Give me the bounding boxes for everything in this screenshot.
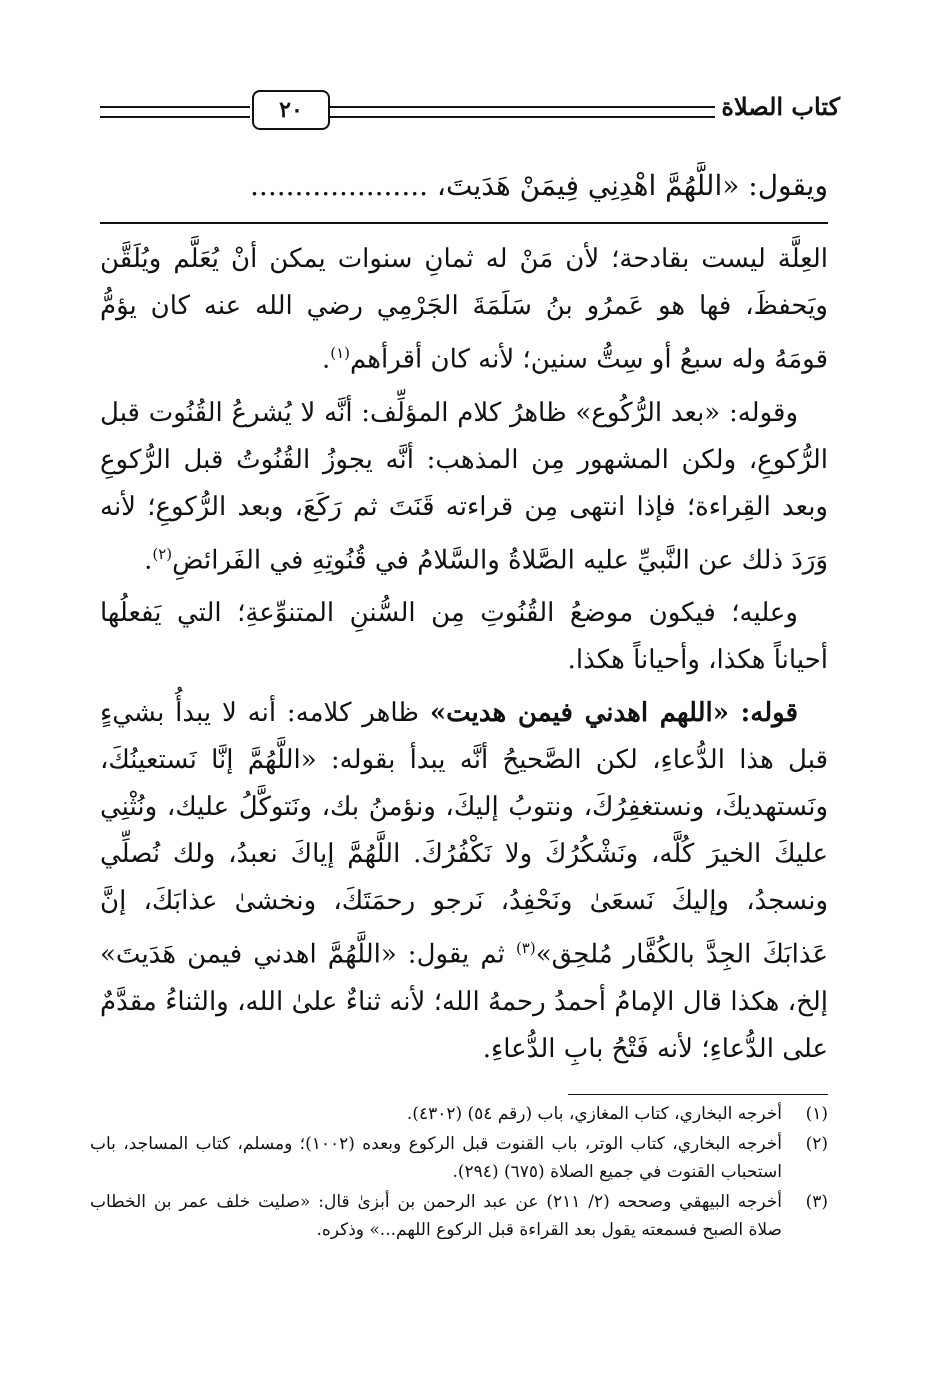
matn-divider (100, 222, 828, 224)
footnote-number: (١) (805, 1104, 828, 1124)
page-number: ٢٠ (279, 97, 303, 123)
footnote-text: أخرجه البخاري، كتاب الوتر، باب القنوت قبل الركوع وبعده (١٠٠٢)؛ ومسلم، كتاب المساجد، باب استحباب القنوت في جميع الصلاة (٦٧٥) (٢٩٤). (90, 1134, 782, 1182)
header-rule-left (100, 106, 250, 118)
paragraph (100, 590, 828, 684)
footnotes (90, 1100, 828, 1246)
footnote-text: أخرجه البيهقي وصححه (٢/ ٢١١) عن عبد الرحمن بن أبزىٰ قال: «صليت خلف عمر بن الخطاب صلاة الصبح فسمعته يقول بعد القراءة قبل الركوع اللهم...» وذكره. (90, 1192, 782, 1240)
paragraph (100, 236, 828, 384)
footnote-text: أخرجه البخاري، كتاب المغازي، باب (رقم ٥٤) (٤٣٠٢). (406, 1104, 782, 1124)
paragraph-text: وقوله: «بعد الرُّكُوع» ظاهرُ كلام المؤلِّف: أنَّه لا يُشرعُ القُنُوت قبل الرُّكوعِ، ولكن المشهور مِن المذهب: أنَّه يجوزُ القُنُوتُ قبل الرُّكوعِ وبعد القِراءة؛ فإذا انتهى مِن قراءته قَنَتَ ثم رَكَعَ، وبعد الرُّكوعِ؛ لأنه وَرَدَ ذلك عن النَّبيِّ عليه الصَّلاةُ والسَّلامُ في قُنُوتِهِ في الفَرائضِ (100, 397, 828, 576)
footnote (90, 1100, 828, 1128)
footnote-marker: (٣) (515, 939, 536, 958)
footnote-divider (568, 1094, 828, 1095)
matn-line: ويقول: «اللَّهُمَّ اهْدِنِي فِيمَنْ هَدَيتَ، .................... (250, 169, 828, 202)
paragraph-text: العِلَّة ليست بقادحة؛ لأن مَنْ له ثمانِ سنوات يمكن أنْ يُعَلَّم ويُلَقَّن ويَحفظَ، فها هو عَمرُو بنُ سَلَمَةَ الجَرْمِي رضي الله عنه كان يؤمُّ قومَهُ وله سبعُ أو سِتُّ سنين؛ لأنه كان أقرأهم (100, 244, 828, 375)
page-number-box (252, 90, 330, 130)
footnote-marker: (٢) (152, 544, 173, 563)
paragraph-tail: ثم يقول: «اللَّهُمَّ اهدني فيمن هَدَيتَ» إلخ، هكذا قال الإمامُ أحمدُ رحمهُ الله؛ لأنه ثناءٌ علىٰ الله، والثناءُ مقدَّمٌ على الدُّعاءِ؛ لأنه فَتْحُ بابِ الدُّعاءِ. (100, 939, 828, 1064)
footnote-number: (٣) (805, 1192, 828, 1212)
paragraph-tail: . (144, 545, 153, 576)
footnote-marker: (١) (330, 344, 350, 362)
footnote (90, 1130, 828, 1186)
paragraph (100, 390, 828, 585)
running-header (100, 84, 840, 134)
paragraph-tail: . (321, 344, 331, 375)
paragraph (100, 690, 828, 1073)
paragraph-lead: قوله: «اللهم اهدني فيمن هديت» (429, 698, 798, 729)
book-title: كتاب الصلاة (721, 92, 840, 121)
footnote-number: (٢) (805, 1134, 828, 1154)
commentary-body (100, 236, 828, 1079)
paragraph-text: وعليه؛ فيكون موضعُ القُنُوتِ مِن السُّننِ المتنوِّعةِ؛ التي يَفعلُها أحياناً هكذا، وأحياناً هكذا. (100, 598, 828, 676)
footnote (90, 1188, 828, 1244)
header-rule-right (328, 106, 715, 118)
paragraph-text: ظاهر كلامه: أنه لا يبدأُ بشيءٍ قبل هذا الدُّعاءِ، لكن الصَّحيحُ أنَّه يبدأ بقوله: «اللَّهُمَّ إنَّا نَستعينُكَ، ونَستهديكَ، ونستغفِرُكَ، ونتوبُ إليكَ، ونؤمنُ بك، ونَتوكَّلُ عليك، ونُثْنِي عليكَ الخيرَ كُلَّه، ونَشْكُرُكَ ولا نَكْفُرُكَ. اللَّهُمَّ إياكَ نعبدُ، ولك نُصلِّي ونسجدُ، وإليكَ نَسعَىٰ ونَحْفِدُ، نَرجو رحمَتَكَ، ونخشىٰ عذابَكَ، إنَّ عَذابَكَ الجِدَّ بالكُفَّار مُلحِق» (100, 698, 828, 970)
